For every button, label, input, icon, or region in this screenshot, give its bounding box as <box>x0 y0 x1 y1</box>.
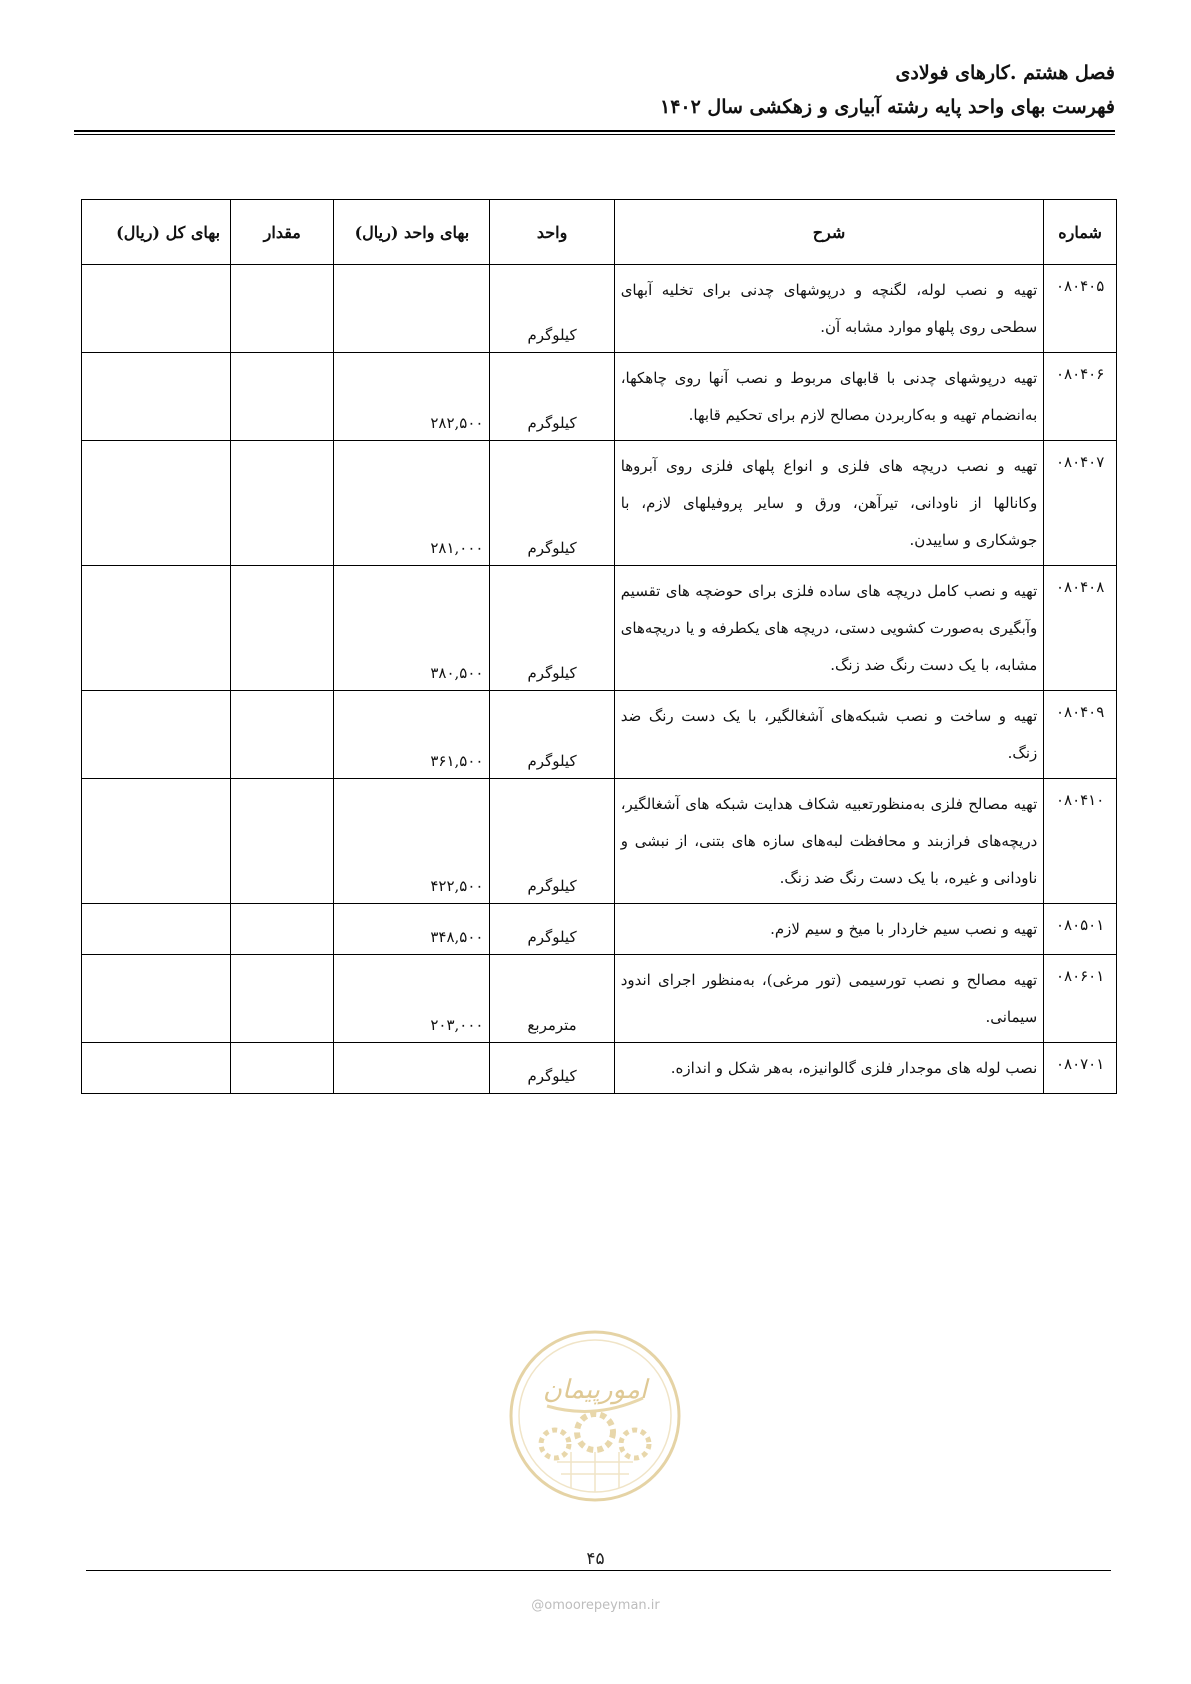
item-unit: کیلوگرم <box>490 566 614 691</box>
item-total-price <box>82 779 231 904</box>
col-header-description: شرح <box>614 200 1044 265</box>
item-quantity <box>231 779 334 904</box>
item-code: ۰۸۰۶۰۱ <box>1044 955 1117 1043</box>
item-code: ۰۸۰۷۰۱ <box>1044 1043 1117 1094</box>
table-row <box>82 904 1117 955</box>
item-total-price <box>82 353 231 441</box>
item-code: ۰۸۰۵۰۱ <box>1044 904 1117 955</box>
omoor-peyman-seal-logo <box>507 1328 683 1504</box>
item-code: ۰۸۰۴۱۰ <box>1044 779 1117 904</box>
item-unit: کیلوگرم <box>490 441 614 566</box>
item-unit: کیلوگرم <box>490 904 614 955</box>
item-unit-price: ۳۴۸,۵۰۰ <box>334 904 490 955</box>
table-row <box>82 265 1117 353</box>
item-quantity <box>231 353 334 441</box>
item-unit: کیلوگرم <box>490 265 614 353</box>
table-row <box>82 1043 1117 1094</box>
item-total-price <box>82 1043 231 1094</box>
item-code: ۰۸۰۴۰۸ <box>1044 566 1117 691</box>
col-header-code: شماره <box>1044 200 1117 265</box>
document-subtitle: فهرست بهای واحد پایه رشته آبیاری و زهکشی سال ۱۴۰۲ <box>659 96 1115 118</box>
table-row <box>82 779 1117 904</box>
item-quantity <box>231 691 334 779</box>
item-description: تهیه مصالح فلزی به‌منظورتعبیه شکاف هدایت شبکه های آشغالگیر، دریچه‌های فرازبند و محافظت لبه‌های سازه های بتنی، از نبشی و ناودانی و غیره، با یک دست رنگ ضد زنگ. <box>614 779 1044 904</box>
footer-watermark-url: @omoorepeyman.ir <box>531 1598 660 1613</box>
item-unit-price: ۳۸۰,۵۰۰ <box>334 566 490 691</box>
item-unit: کیلوگرم <box>490 1043 614 1094</box>
item-total-price <box>82 441 231 566</box>
item-total-price <box>82 955 231 1043</box>
item-total-price <box>82 566 231 691</box>
col-header-unit-price: بهای واحد (ریال) <box>334 200 490 265</box>
item-description: تهیه و ساخت و نصب شبکه‌های آشغالگیر، با یک دست رنگ ضد زنگ. <box>614 691 1044 779</box>
item-unit-price: ۲۸۲,۵۰۰ <box>334 353 490 441</box>
item-unit-price <box>334 1043 490 1094</box>
page-number: ۴۵ <box>586 1549 605 1569</box>
chapter-title: فصل هشتم .کارهای فولادی <box>895 62 1115 84</box>
footer-rule <box>86 1570 1111 1571</box>
item-unit: مترمربع <box>490 955 614 1043</box>
header-rule-thick <box>74 130 1115 132</box>
table-header-row <box>82 200 1117 265</box>
item-description: تهیه و نصب کامل دریچه های ساده فلزی برای حوضچه های تقسیم وآبگیری به‌صورت کشویی دستی، دریچه های یکطرفه و یا دریچه‌های مشابه، با یک دست رنگ ضد زنگ. <box>614 566 1044 691</box>
item-code: ۰۸۰۴۰۹ <box>1044 691 1117 779</box>
col-header-unit: واحد <box>490 200 614 265</box>
table-row <box>82 566 1117 691</box>
item-description: تهیه و نصب دریچه های فلزی و انواع پلهای فلزی روی آبروها وکانالها از ناودانی، تیرآهن، ورق و سایر پروفیلهای لازم، با جوشکاری و ساییدن. <box>614 441 1044 566</box>
item-description: نصب لوله های موجدار فلزی گالوانیزه، به‌هر شکل و اندازه. <box>614 1043 1044 1094</box>
seal-script-text: امورپیمان <box>542 1375 648 1405</box>
item-code: ۰۸۰۴۰۷ <box>1044 441 1117 566</box>
price-list-table <box>81 199 1117 1094</box>
table-row <box>82 441 1117 566</box>
item-quantity <box>231 1043 334 1094</box>
item-code: ۰۸۰۴۰۵ <box>1044 265 1117 353</box>
item-unit: کیلوگرم <box>490 353 614 441</box>
item-unit-price <box>334 265 490 353</box>
item-unit-price: ۲۸۱,۰۰۰ <box>334 441 490 566</box>
item-quantity <box>231 265 334 353</box>
item-quantity <box>231 955 334 1043</box>
item-description: تهیه درپوشهای چدنی با قابهای مربوط و نصب آنها روی چاهکها، به‌انضمام تهیه و به‌کاربردن مصالح لازم برای تحکیم قابها. <box>614 353 1044 441</box>
table-row <box>82 691 1117 779</box>
item-code: ۰۸۰۴۰۶ <box>1044 353 1117 441</box>
item-unit-price: ۴۲۲,۵۰۰ <box>334 779 490 904</box>
header-rule-thin <box>74 134 1115 135</box>
item-unit-price: ۲۰۳,۰۰۰ <box>334 955 490 1043</box>
item-total-price <box>82 265 231 353</box>
item-quantity <box>231 566 334 691</box>
table-row <box>82 353 1117 441</box>
item-total-price <box>82 904 231 955</box>
item-quantity <box>231 904 334 955</box>
table-row <box>82 955 1117 1043</box>
item-unit: کیلوگرم <box>490 779 614 904</box>
col-header-total-price: بهای کل (ریال) <box>82 200 231 265</box>
item-unit: کیلوگرم <box>490 691 614 779</box>
col-header-quantity: مقدار <box>231 200 334 265</box>
item-description: تهیه و نصب لوله، لگنچه و درپوشهای چدنی برای تخلیه آبهای سطحی روی پلهاو موارد مشابه آن. <box>614 265 1044 353</box>
item-quantity <box>231 441 334 566</box>
item-description: تهیه مصالح و نصب تورسیمی (تور مرغی)، به‌منظور اجرای اندود سیمانی. <box>614 955 1044 1043</box>
item-total-price <box>82 691 231 779</box>
item-unit-price: ۳۶۱,۵۰۰ <box>334 691 490 779</box>
item-description: تهیه و نصب سیم خاردار با میخ و سیم لازم. <box>614 904 1044 955</box>
page-header <box>75 58 1115 122</box>
